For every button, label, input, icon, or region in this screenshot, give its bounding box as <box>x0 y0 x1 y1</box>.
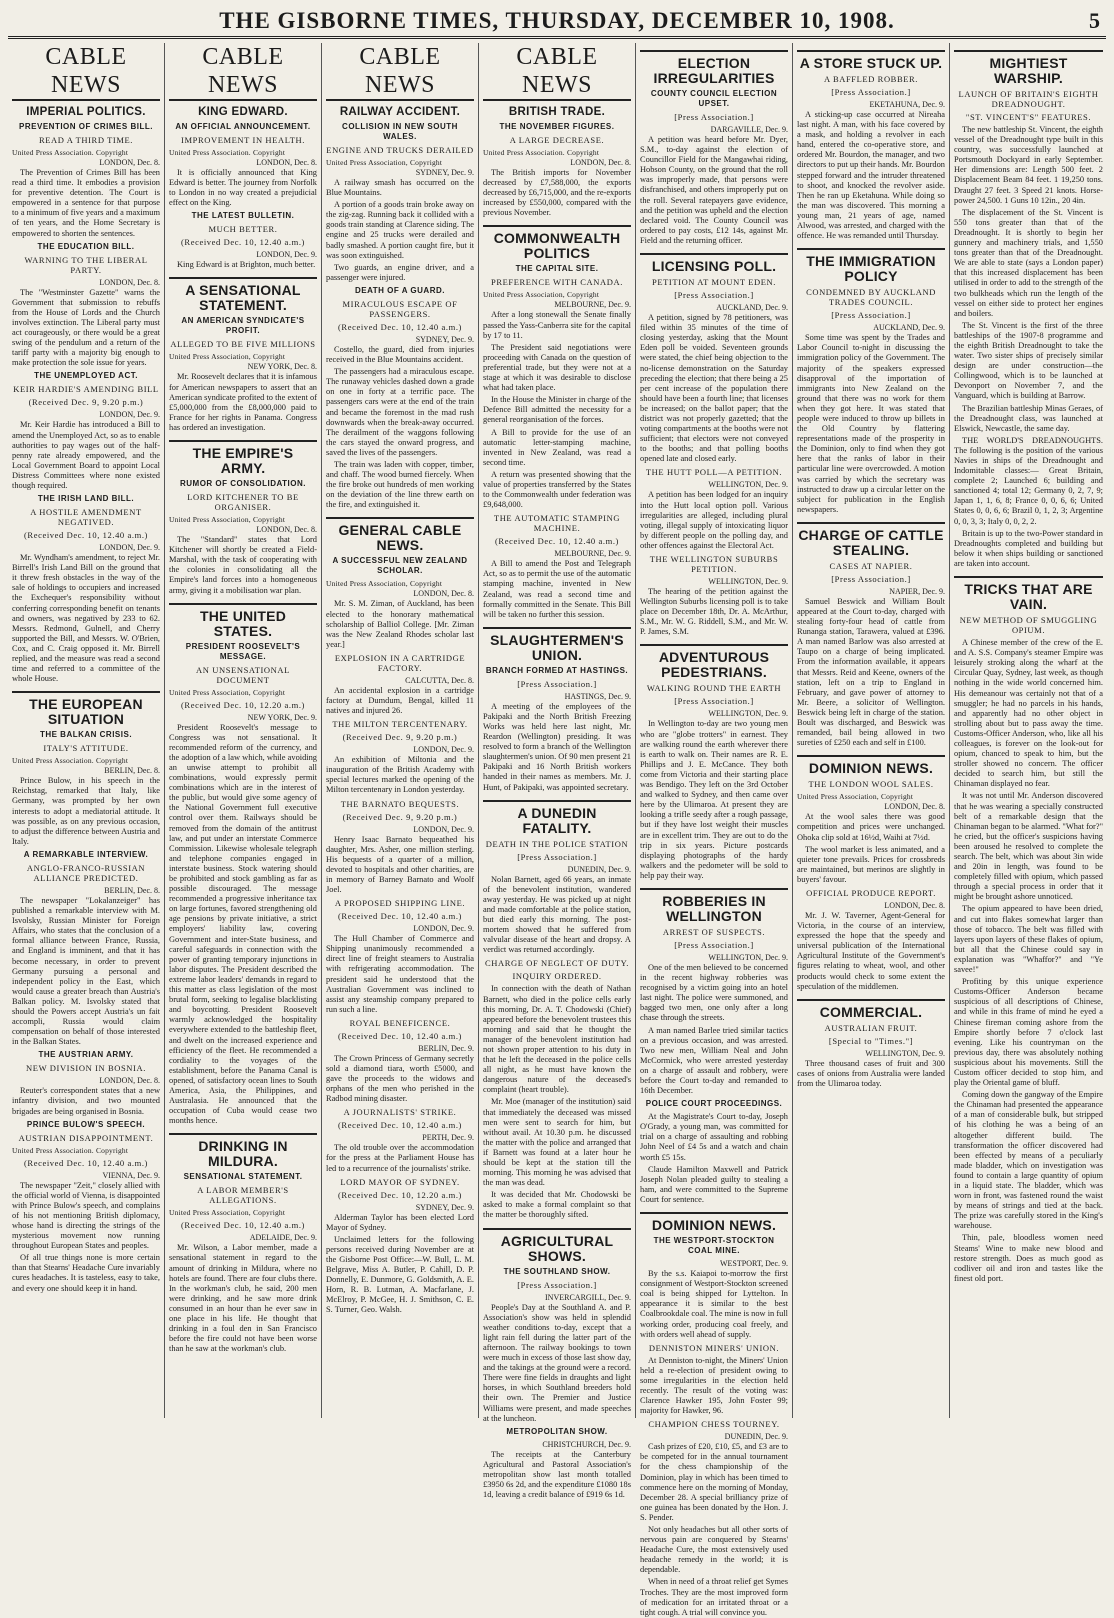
article-subheading: THE IRISH LAND BILL. <box>37 494 135 504</box>
dateline: LONDON, Dec. 8. <box>256 158 317 167</box>
article-deck: [Press Association.] <box>674 696 754 707</box>
article-paragraph: A Bill to amend the Post and Telegraph Act, so as to permit the use of the automatic stamping machine, invented in New Zealand, was read a second time and formally committed in the Senate. This Bill will be taken no further this session. <box>483 559 631 619</box>
article-paragraph: At the Magistrate's Court to-day, Joseph O'Grady, a young man, was committed for trial on a charge of assaulting and robbing John Neel of £4 5s and a watch and chain worth £5 15s. <box>640 1112 788 1162</box>
article-subheading: COLLISION IN NEW SOUTH WALES. <box>342 122 458 141</box>
article-deck: [Press Association.] <box>517 1279 597 1290</box>
article-deck: LAUNCH OF BRITAIN'S EIGHTH DREADNOUGHT. <box>958 89 1099 109</box>
dateline: AUCKLAND, Dec. 9. <box>873 323 945 333</box>
article-deck: IMPROVEMENT IN HEALTH. <box>181 135 305 145</box>
dateline: LONDON, Dec. 8. <box>256 525 317 535</box>
article-deck: (Received Dec. 10, 12.40 a.m.) <box>338 911 462 922</box>
article-deck: A LABOR MEMBER'S ALLEGATIONS. <box>197 1185 289 1206</box>
article-headline: DOMINION NEWS. <box>797 755 945 776</box>
article-headline: DRINKING IN MILDURA. <box>169 1133 317 1169</box>
article-headline: MIGHTIEST WARSHIP. <box>954 50 1103 86</box>
article-headline: A SENSATIONAL STATEMENT. <box>169 277 317 313</box>
article-headline: THE EMPIRE'S ARMY. <box>169 440 317 476</box>
article-paragraph: The displacement of the St. Vincent is 550 tons greater than that of the Dreadnought. It is shortly to begin her gunnery and machinery trials, and 1,550 tons greater than that of the Dreadnought. We are able to state (says a London paper) that this increased displacement has been utilised in order to add to the strength of the two bulkheads which run the length of the vessel on either side to protect her engines and boilers. <box>954 207 1103 318</box>
dateline: MELBOURNE, Dec. 9. <box>554 300 631 310</box>
article-deck: CHAMPION CHESS TOURNEY. <box>648 1419 780 1430</box>
dateline: DUNEDIN, Dec. 9. <box>567 864 631 874</box>
dateline: MELBOURNE, Dec. 9. <box>554 549 631 559</box>
article-paragraph: The old trouble over the accommodation for the press at the Parliament House has led to a recurrence of the journalists' strike. <box>326 1143 474 1173</box>
dateline: SYDNEY, Dec. 9. <box>415 168 474 177</box>
article-deck: MIRACULOUS ESCAPE OF PASSENGERS. <box>342 298 458 319</box>
article-paragraph: In connection with the death of Nathan Barnett, who died in the police cells early this morning, Dr. A. T. Chodowski (Chief) appeared before the benevolent trustees this morning and said that he thought the manager of the benevolent institution had not shown proper attention to his duty in that he left the deceased in the police cells all night, as he must have known the dangerous nature of the deceased's complaint (heart trouble). <box>483 984 631 1095</box>
article-headline: BRITISH TRADE. <box>508 106 606 118</box>
wire-credit: United Press Association, Copyright <box>169 352 286 362</box>
article-paragraph: Britain is up to the two-Power standard in Dreadnoughts completed and building but below it when ships building or sanctioned are taken into account. <box>954 528 1103 568</box>
wire-credit: United Press Association. Copyright <box>12 148 129 157</box>
column-1 <box>8 43 165 1418</box>
article-deck: "ST. VINCENT'S" FEATURES. <box>965 112 1092 122</box>
article-deck: PREFERENCE WITH CANADA. <box>491 277 623 288</box>
article-deck: ARREST OF SUSPECTS. <box>662 926 766 937</box>
dateline: PERTH, Dec. 9. <box>422 1133 474 1143</box>
dateline: HASTINGS, Dec. 9. <box>564 691 631 701</box>
dateline: WELLINGTON, Dec. 9. <box>708 709 788 719</box>
article-deck: A HOSTILE AMENDMENT NEGATIVED. <box>30 507 142 528</box>
dateline: ADELAIDE, Dec. 9. <box>249 1233 317 1243</box>
article-paragraph: The wool market is less animated, and a quieter tone prevails. Prices for crossbreds are maintained, but merinos are slightly in buyers' favour. <box>797 844 945 884</box>
article-headline: COMMERCIAL. <box>797 999 945 1020</box>
masthead <box>8 6 1106 39</box>
article-subheading: RUMOR OF CONSOLIDATION. <box>179 479 306 489</box>
article-paragraph: Claude Hamilton Maxwell and Patrick Joseph Nolan pleaded guilty to stealing a ham, and were committed to the Supreme Court for sentence. <box>640 1164 788 1204</box>
article-paragraph: When in need of a throat relief get Symes Troches. They are the most improved form of medication for an irritated throat or a tight cough. A trial will convince you. <box>640 1577 788 1617</box>
article-paragraph: A man named Barlee tried similar tactics on a previous occasion, and was arrested. Two new men, William Neal and John McCormick, who were arrested yesterday on a charge of assault and robbery, were before the Court to-day and remanded to 16th December. <box>640 1025 788 1096</box>
article-paragraph: The "Standard" states that Lord Kitchener will shortly be created a Field-Marshal, with the task of cooperating with the colonies in consolidating all the Empire's land forces into a homogeneous army, giving it a mobilisation war plan. <box>169 535 317 595</box>
article-deck: A LARGE DECREASE. <box>509 135 605 145</box>
article-deck: THE MILTON TERCENTENARY. <box>332 719 468 730</box>
dateline: DUNEDIN, Dec. 9. <box>724 1432 788 1442</box>
article-subheading: THE EDUCATION BILL. <box>37 241 135 251</box>
column-6 <box>793 43 950 1418</box>
column-2 <box>165 43 322 1418</box>
article-paragraph: An exhibition of Miltonia and the inauguration of the British Academy with special lectures marked the opening of the Milton tercentenary in London yesterday. <box>326 755 474 795</box>
article-deck: READ A THIRD TIME. <box>38 135 134 145</box>
article-paragraph: Unclaimed letters for the following persons received during November are at the Gisborne Post Office:—W. Bull, L. M. Belgrave, Miss A. Butler, P. Cahill, D. P. Donnelly, E. Dunmore, G. Goldsmith, A. E. Horn, R. B. Lutman, A. Macfarlane, J. McElroy, P. McGee, H. J. Smithson, C. E. S. Turner, Geo. Walsh. <box>326 1234 474 1315</box>
dateline: LONDON, Dec. 8. <box>99 277 160 287</box>
wire-credit: United Press Association, Copyright <box>169 687 286 697</box>
article-paragraph: Three thousand cases of fruit and 300 cases of onions from Australia were landed from the Ulimaroa today. <box>797 1058 945 1088</box>
article-paragraph: In Wellington to-day are two young men who are "globe trotters" in earnest. They are walking round the earth wherever there is earth to walk on. Their names are R. E. Phillips and J. E. McCance. They both come from Victoria and their starting place was Bendigo. They left on the 3rd October and walked to Sydney, and then came over here by the Ulimaroa. At present they are looking a trifle seedy after a rough passage, but if they have lost weight their muscles are in excellent trim. They are out to do the trip in six years. Picture postcards displaying photographs of the hardy walkers and the pedometer will be sold to help pay their way. <box>640 719 788 880</box>
column-4 <box>479 43 636 1500</box>
article-headline: LICENSING POLL. <box>640 253 788 274</box>
dateline: WESTPORT, Dec. 9. <box>719 1259 788 1269</box>
article-subheading: PREVENTION OF CRIMES BILL. <box>19 122 153 131</box>
section-banner: CABLE NEWS <box>12 43 160 101</box>
article-deck: ROYAL BENEFICENCE. <box>349 1017 451 1028</box>
article-paragraph: Mr. Roosevelt declares that it is infamous for American newspapers to assert that an American syndicate profited to the extent of £5,000,000 from the £8,000,000 paid to France for her rights in Panama. Congress has ordered an investigation. <box>169 372 317 432</box>
article-paragraph: Mr. Wyndham's amendment, to reject Mr. Birrell's Irish Land Bill on the ground that it threw fresh obstacles in the way of the sale of holdings to occupiers and increased the Exchequer's responsibility without conferring corresponding benefit on tenants and owners, was negatived by 233 to 62. Messrs. Redmond, Gulnell, and Cherry supported the Bill, and Messrs. W. O'Brien, Cox, and C. Craig opposed it. Mr. Birrell replied, and the measure was read a second time and referred to a committee of the whole House. <box>12 553 160 684</box>
article-deck: CONDEMNED BY AUCKLAND TRADES COUNCIL. <box>806 287 936 308</box>
article-headline: ROBBERIES IN WELLINGTON <box>640 888 788 924</box>
article-paragraph: King Edward is at Brighton, much better. <box>177 260 316 270</box>
article-paragraph: In the House the Minister in charge of the Defence Bill admitted the necessity for a general reorganisation of the forces. <box>483 395 631 425</box>
article-paragraph: A petition was heard before Mr. Dyer, S.M., to-day against the election of Councillor Field for the Mangawhai riding, Hobson County, on the ground that the roll was improperly made, that persons were disfranchised, and others improperly put on the roll. Several ratepayers gave evidence, and the petition was upheld and the election declared void. The County Council was ordered to pay costs, £12 14s, against Mr. Field and the returning officer. <box>640 135 788 245</box>
article-paragraph: The Prevention of Crimes Bill has been read a third time. It embodies a provision for preventive detention. The Court is empowered in a sentence for that purpose to a minimum of five years and a maximum of ten years, and the Home Secretary is empowered to shorten the sentences. <box>12 168 160 238</box>
article-deck: [Press Association.] <box>517 678 597 689</box>
article-subheading: THE AUSTRIAN ARMY. <box>38 1050 134 1060</box>
wire-credit: United Press Association, Copyright <box>797 792 914 802</box>
article-subheading: BRANCH FORMED AT HASTINGS. <box>485 665 629 675</box>
article-paragraph: The St. Vincent is the first of the three battleships of the 1907-8 programme and the eighth British Dreadnought to take the water. Two sister ships of precisely similar design are under construction—the Collingwood, which is to be launched at Devonport on November 7, and the Vanguard, which is building at Barrow. <box>954 320 1103 401</box>
article-paragraph: Mr. Moe (manager of the institution) said that immediately the deceased was missed men were sent to search for him, but without avail. At 10.30 p.m. he discussed the matter with the police and arranged that if Barnett was found at a later hour he should be kept at the station till the morning. This morning he was advised that the man was dead. <box>483 1097 631 1188</box>
article-headline: AGRICULTURAL SHOWS. <box>483 1228 631 1264</box>
page-number: 5 <box>1089 8 1100 33</box>
article-deck: ITALY'S ATTITUDE. <box>43 743 129 754</box>
dateline: BERLIN, Dec. 8. <box>104 885 160 895</box>
article-paragraph: Mr. J. W. Taverner, Agent-General for Victoria, in the course of an interview, expressed the hope that the speedy and universal publication of the International Agricultural Institute of the Government's figures relating to wheat, wool, and other products would check to some extent the speculation of the middlemen. <box>797 910 945 991</box>
article-paragraph: At the wool sales there was good competition and prices were unchanged. Ohoka clip sold at 16½d, Waihi at 7½d. <box>797 812 945 842</box>
article-headline: ADVENTUROUS PEDESTRIANS. <box>640 644 788 680</box>
article-deck: (Received Dec. 10, 12.40 a.m.) <box>338 321 462 332</box>
article-paragraph: A railway smash has occurred on the Blue Mountains. <box>326 178 474 198</box>
dateline: DARGAVILLE, Dec. 9. <box>710 125 788 134</box>
article-headline: A DUNEDIN FATALITY. <box>483 800 631 836</box>
article-headline: THE EUROPEAN SITUATION <box>12 691 160 727</box>
article-headline: A STORE STUCK UP. <box>797 50 945 71</box>
article-headline: RAILWAY ACCIDENT. <box>339 106 461 118</box>
article-deck: [Press Association.] <box>831 573 911 584</box>
article-deck: (Received Dec. 10, 12.40 a.m.) <box>24 530 148 541</box>
article-headline: DOMINION NEWS. <box>640 1212 788 1233</box>
dateline: EKETAHUNA, Dec. 9. <box>869 100 945 109</box>
article-paragraph: Costello, the guard, died from injuries received in the Blue Mountains accident. <box>326 344 474 365</box>
article-deck: WARNING TO THE LIBERAL PARTY. <box>24 254 148 275</box>
article-paragraph: The newspaper "Zeit," closely allied with the official world of Vienna, is disappointed with Prince Bulow's speech, and complains of his not mentioning British diplomacy, whose hand is directing the strings of the mysterious movement now running throughout European States and peoples. <box>12 1180 160 1251</box>
dateline: LONDON, Dec. 8. <box>884 900 945 910</box>
wire-credit: United Press Association. Copyright <box>169 148 286 157</box>
section-banner: CABLE NEWS <box>483 43 631 101</box>
article-paragraph: Two guards, an engine driver, and a passenger were injured. <box>326 262 474 282</box>
article-subheading: THE WESTPORT-STOCKTON COAL MINE. <box>653 1236 775 1256</box>
article-deck: [Press Association.] <box>674 112 754 122</box>
article-paragraph: The British imports for November decreased by £7,588,000, the exports decreased by £6,715,000, and the re-exports increased by £550,000, compared with the previous November. <box>483 168 631 218</box>
masthead-title: THE GISBORNE TIMES, THURSDAY, DECEMBER 10, 1908. <box>219 8 895 33</box>
article-deck: (Received Dec. 10, 12.40 a.m.) <box>24 1157 148 1168</box>
article-paragraph: The "Westminster Gazette" warns the Government that submission to rebuffs from the House of Lords and the Church involves extinction. The Liberal party must act courageously, or there would be a great swing of the pendulum and a return of the tariff party with a majority big enough to make protection the sole issue for years. <box>12 287 160 368</box>
dateline: LONDON, Dec. 8. <box>99 1076 160 1086</box>
wire-credit: United Press Association, Copyright <box>326 579 443 589</box>
article-paragraph: Henry Isaac Barnato bequeathed his daughter, Mrs. Asher, one million sterling. His bequests of a quarter of a million, devoted to hospitals and other charities, are in memory of Barney Barnato and Woolf Joel. <box>326 834 474 895</box>
dateline: SYDNEY, Dec. 9. <box>415 334 474 344</box>
article-subheading: COUNTY COUNCIL ELECTION UPSET. <box>650 89 778 108</box>
article-subheading: A REMARKABLE INTERVIEW. <box>23 849 149 859</box>
article-deck: (Received Dec. 10, 12.40 a.m.) <box>495 536 619 547</box>
article-paragraph: The hearing of the petition against the Wellington Suburbs licensing poll is to take place on December 18th, Dr. A. McArthur, S.M., Mr. W. G. Riddell, S.M., and Mr. W. P. James, S.M. <box>640 587 788 637</box>
article-headline: ELECTION IRREGULARITIES <box>640 50 788 86</box>
article-paragraph: Nolan Barnett, aged 66 years, an inmate of the benevolent institution, wandered away yesterday. He was picked up at night and made comfortable at the police station, but died early this morning. The post-mortem showed that he suffered from valvular disease of the heart and dropsy. A verdict was returned accordingly. <box>483 874 631 955</box>
article-deck: DEATH IN THE POLICE STATION <box>485 838 629 849</box>
dateline: LONDON, Dec. 9. <box>99 410 160 420</box>
article-deck: AN UNSENSATIONAL DOCUMENT <box>196 664 290 685</box>
article-paragraph: Coming down the gangway of the Empire the Chinaman had presented the appearance of a man of considerable bulk, but stripped of his clothing he was a being of an altogether different build. The transformation the officer discovered had been effected by means of a peculiarly made bladder, which on investigation was found to contain a large quantity of opium in a liquid state. The bladder, which was worn in front, was fastened round the waist by means of strings and tied at the back. The prize was carefully stored in the King's warehouse. <box>954 1090 1103 1231</box>
article-paragraph: Alderman Taylor has been elected Lord Mayor of Sydney. <box>326 1212 474 1232</box>
article-deck: (Received Dec. 9, 9.20 p.m.) <box>28 397 144 408</box>
dateline: LONDON, Dec. 9. <box>413 924 474 934</box>
article-paragraph: A meeting of the employees of the Pakipaki and the North British Freezing Works was held here last night, Mr. Reardon (Wellington) presiding. It was resolved to form a branch of the Wellington slaughtermen's union. Of 90 men present 21 Pakipaki and 16 North British workers handed in their names as members. Mr. J. Hunt, of Pakipaki, was appointed secretary. <box>483 701 631 792</box>
column-7 <box>950 43 1107 1418</box>
column-5 <box>636 43 793 1617</box>
article-paragraph: An accidental explosion in a cartridge factory at Dumdum, Bengal, killed 11 natives and injured 26. <box>326 685 474 716</box>
article-paragraph: The newspaper "Lokalanzeiger" has published a remarkable interview with M. Isvolsky, Russian Minister for Foreign Affairs, who states that the conclusion of a formal alliance between France, Russia, and England is imminent, and that it has become necessary, in order to prevent Germany pursuing a personal and independent policy in the East, which would cause a greater breach than Austria's Balkan policy. M. Isvolsky stated that should the Powers accept Austria's un fait accompli, Russia would claim compensation on behalf of those interested in the Balkan States. <box>12 895 160 1047</box>
article-paragraph: The opium appeared to have been dried, and cut into flakes somewhat larger than those of tobacco. The belt was filled with layers upon layers of these flakes of opium, but all that the Chinese could say in explanation was "Whaffor?" and "Ye savee!" <box>954 904 1103 975</box>
article-paragraph: The new battleship St. Vincent, the eighth vessel of the Dreadnought type built in this country, was successfully launched at Portsmouth Dockyard in early September. Her dimensions are: Length 500 feet. 2 Displacement Beam 84 feet. 1 19,250 tons. Draught 27 feet. 3 Speed 21 knots. Horse-power 24,500. 1 Guns 10 12in., 20 4in. <box>954 125 1103 205</box>
article-subheading: PRESIDENT ROOSEVELT'S MESSAGE. <box>185 641 301 661</box>
wire-credit: United Press Association. Copyright <box>12 756 129 766</box>
columns <box>8 43 1106 1617</box>
dateline: BERLIN, Dec. 9. <box>418 1043 474 1053</box>
dateline: LONDON, Dec. 8. <box>99 158 160 167</box>
article-deck: [Press Association.] <box>674 290 754 301</box>
article-subheading: POLICE COURT PROCEEDINGS. <box>645 1099 783 1109</box>
article-deck: (Received Dec. 10, 12.20 a.m.) <box>181 699 305 710</box>
article-deck: [Press Association.] <box>674 939 754 950</box>
article-headline: KING EDWARD. <box>198 106 288 118</box>
article-headline: CHARGE OF CATTLE STEALING. <box>797 522 945 558</box>
article-subheading: METROPOLITAN SHOW. <box>506 1426 608 1436</box>
article-deck: AUSTRALIAN FRUIT. <box>824 1022 918 1033</box>
dateline: WELLINGTON, Dec. 9. <box>708 480 788 490</box>
article-deck: THE BARNATO BEQUESTS. <box>340 798 460 809</box>
article-paragraph: Of all true things none is more certain than that Stearns' Headache Cure invariably cures headaches. It is tasteless, easy to take, and every one should keep it in hand. <box>12 1253 160 1293</box>
article-paragraph: Profiting by this unique experience Customs-Officer Anderson became suspicious of all descriptions of Chinese, and while in this frame of mind he eyed a Chinese fireman coming ashore from the Empire shortly before 7 o'clock last evening. Like his countryman on the previous day, there was absolutely nothing suspicious about his movements. Still the Custom officer decided to stop him, and play the Oriental game of bluff. <box>954 977 1103 1088</box>
article-paragraph: It is officially announced that King Edward is better. The journey from Norfolk to London in no way created a prejudicial effect on the King. <box>169 168 317 208</box>
article-deck: INQUIRY ORDERED. <box>512 971 602 982</box>
article-subheading: THE BALKAN CRISIS. <box>39 730 133 740</box>
article-paragraph: One of the men believed to be concerned in the recent highway robberies was recognised by a victim going into an hotel last night. The police were summoned, and bagged two men, one only after a long chase through the streets. <box>640 962 788 1023</box>
article-deck: [Special to "Times."] <box>828 1035 914 1046</box>
article-deck: (Received Dec. 9, 9.20 p.m.) <box>342 811 458 822</box>
article-paragraph: A petition, signed by 78 petitioners, was filed within 35 minutes of the time of closing yesterday, asking that the Mount Eden poll be voided. Seventeen grounds were stated, the chief being objection to the no-license demonstration on the Saturday preceding the election; that there being a 25 per cent increase of the population there should have been a fourth line; that licenses be increased; on the ballot paper; that the district was not properly gazetted; that the voting compartments at the booths were not sufficient; that electors were not conveyed to the booths; and that polling booths opened late and closed early. <box>640 313 788 464</box>
article-deck: PETITION AT MOUNT EDEN. <box>652 277 776 288</box>
article-deck: (Received Dec. 9, 9.20 p.m.) <box>342 732 458 743</box>
article-deck: [Press Association.] <box>831 87 911 97</box>
article-paragraph: A portion of a goods train broke away on the zig-zag. Running back it collided with a goods train standing at Clarence siding. The engine and 25 trucks were derailed and badly smashed. A portion caught fire, but it was soon extinguished. <box>326 200 474 260</box>
dateline: LONDON, Dec. 8. <box>570 158 631 167</box>
dateline: NEW YORK, Dec. 9. <box>247 712 317 722</box>
article-paragraph: Mr. Wilson, a Labor member, made a sensational statement in regard to the amount of drinking in Mildura, where no hotels are found. There are four clubs there. In the workman's club, he said, 200 men were drinking, and he saw more drink consumed in an hour than he ever saw in one place in his life. He thought that drinking in a foul den in San Francisco before the fire could not have been worse than he saw at the workman's club. <box>169 1243 317 1354</box>
article-deck: THE LONDON WOOL SALES. <box>808 779 934 790</box>
article-deck: LORD KITCHENER TO BE ORGANISER. <box>187 492 299 513</box>
article-paragraph: THE WORLD'S DREADNOUGHTS. The following is the position of the various Navies in ships of the Dreadnought and Indomitable classes:— Great Britain, complete 2; Launched 6; building and sanctioned 4; total 12; Germany 0, 2, 7, 9; Japan 1, 1, 6, 8; France 0, 0, 6, 6; United States 0, 0, 6, 6; Brazil 0, 1, 2, 3; Argentine 0, 0, 3, 3; Italy 0, 0, 2, 2. <box>954 435 1103 526</box>
article-deck: THE WELLINGTON SUBURBS PETITION. <box>649 554 779 574</box>
article-paragraph: Thin, pale, bloodless women need Steams' Wine to make new blood and restore strength. Does as much good as codliver oil and iron and tastes like the finest old port. <box>954 1233 1103 1283</box>
article-deck: (Received Dec. 10, 12.20 a.m.) <box>338 1189 462 1200</box>
dateline: NEW YORK, Dec. 8. <box>247 362 317 372</box>
article-paragraph: Cash prizes of £20, £10, £5, and £3 are to be competed for in the annual tournament for the chess championship of the Dominion, play in which has been timed to commence here on the morning of Monday, December 28. A special brilliancy prize of one guinea has been donated by the Hon. J. S. Pender. <box>640 1442 788 1522</box>
dateline: WELLINGTON, Dec. 9. <box>708 577 788 586</box>
article-paragraph: The Brazilian battleship Minas Geraes, of the Dreadnought class, was launched at Elswick, Newcastle, the same day. <box>954 403 1103 433</box>
article-paragraph: Some time was spent by the Trades and Labor Council to-night in discussing the immigration policy of the Government. The majority of the speakers expressed disapproval of the importation of immigrants into New Zealand on the ground that there was no work for them when they got here. It was stated that people were induced to throw up billets in the Old Country by flattering representations made of the prosperity in the Dominion, only to find when they got here that the ranks of labor in their particular line were overcrowded. A motion was carried by which the secretary was instructed to draw up a circular letter on the subject for publication in the English newspapers. <box>797 333 945 514</box>
wire-credit: United Press Association, Copyright <box>326 158 443 167</box>
dateline: WELLINGTON, Dec. 9. <box>865 1048 945 1058</box>
article-paragraph: At Denniston to-night, the Miners' Union held a re-election of president owing to some irregularities in the election held recently. The result of the voting was: Clarence Hawker 195, John Foster 99; majority for Hawker, 96. <box>640 1355 788 1416</box>
article-subheading: A SUCCESSFUL NEW ZEALAND SCHOLAR. <box>332 556 468 576</box>
dateline: LONDON, Dec. 9. <box>413 745 474 755</box>
article-headline: COMMONWEALTH POLITICS <box>483 225 631 261</box>
article-deck: ALLEGED TO BE FIVE MILLIONS <box>170 339 316 350</box>
article-paragraph: Samuel Beswick and William Boult appeared at the Court to-day, charged with stealing forty-four head of cattle from Runanga station, Tarawera, valued at £396. A man named Barlow was also arrested at Taupo on a charge of being implicated. From the information available, it appears that Messrs. Reid and Keene, owners of the station, left on a trip to England in February, and gave power of attorney to Mr. Beere, a solicitor of Wellington. Beswick being left in charge of the station. Boult was discharged, and Beswick was remanded, bail being allowed in two sureties of £250 each and self in £100. <box>797 596 945 748</box>
dateline: LONDON, Dec. 9. <box>99 543 160 553</box>
article-deck: CASES AT NAPIER. <box>829 560 913 571</box>
article-subheading: THE SOUTHLAND SHOW. <box>503 1266 611 1276</box>
dateline: LONDON, Dec. 9. <box>256 250 317 260</box>
article-deck: (Received Dec. 10, 12.40 a.m.) <box>338 1030 462 1041</box>
dateline: CHRISTCHURCH, Dec. 9. <box>542 1439 631 1449</box>
article-paragraph: It was not until Mr. Anderson discovered that he was wearing a specially constructed belt of a remarkable design that the Chinaman began to be alarmed. "What for?" he cried, but the officer's suspicions having been aroused he resolved to complete the search. The belt, which was about 3in wide and 20in in length, was found to be completely filled with opium, which passed through a special process in order that it might be brought ashore unnoticed. <box>954 791 1103 902</box>
article-deck: [Press Association.] <box>517 851 597 862</box>
dateline: LONDON, Dec. 8. <box>884 802 945 812</box>
dateline: NAPIER, Dec. 9. <box>889 586 945 596</box>
section-banner: CABLE NEWS <box>169 43 317 101</box>
article-subheading: THE CAPITAL SITE. <box>515 264 599 274</box>
dateline: WELLINGTON, Dec. 9. <box>708 952 788 962</box>
wire-credit: United Press Association. Copyright <box>483 148 600 157</box>
article-deck: OFFICIAL PRODUCE REPORT. <box>806 887 936 898</box>
article-paragraph: The President said negotiations were proceeding with Canada on the question of preferential trade, but they were not at a stage at which it was desirable to disclose what had taken place. <box>483 342 631 393</box>
article-deck: CHARGE OF NEGLECT OF DUTY. <box>485 958 629 969</box>
article-paragraph: President Roosevelt's message to Congress was not sensational. It recommended reform of the currency, and the adoption of a law which, while avoiding an unwise attempt to prohibit all combinations, would expressly permit combinations which are in the interest of the public, but would give some agency of the National Government full executive control over them. Railways should be removed from the domain of the antitrust law, and put under an interstate Commerce Commission. Likewise wholesale telegraph and telephone companies engaged in interstate business. Stock watering should be prohibited and stock gambling as far as possible discouraged. The message recommended a progressive inheritance tax on large fortunes, favored strengthening old age pensions by private initiative, a strict employers' liability law, covering Government and inter-State business, and careful safeguards in connection with the power of granting temporary injunctions in labor disputes. The President described the extreme labor leaders' demands in regard to this matter as class legislation of the most brutal form, seeking to legalise blacklisting and boycotting. President Roosevelt warmly acknowledged the hospitality everywhere extended to the battleship fleet, and dwelt on the increased experience and efficiency of the fleet. He recommended a cordiality to the voyages of the establishment, before the Panama Canal is opened, of satisfactory ocean lines to South America, Asia, the Philippines, and Australasia. He announced that the occupation of Cuba would cease two months hence. <box>169 722 317 1126</box>
dateline: INVERCARGILL, Dec. 9. <box>545 1292 631 1302</box>
article-deck: MUCH BETTER. <box>208 224 278 235</box>
article-paragraph: It was decided that Mr. Chodowski be asked to make a formal complaint so that the matter be thoroughly sifted. <box>483 1190 631 1220</box>
article-paragraph: People's Day at the Southland A. and P. Association's show was held in splendid weather conditions to-day, except that a light rain fell during the latter part of the afternoon. The railway bookings to town were much in excess of those last show day, and the takings at the ground were a record. There were fine fields in draughts and light horses, in which Southland breeders hold their own. The Premier and Justice Williams were present, and made speeches at the luncheon. <box>483 1302 631 1423</box>
article-deck: A BAFFLED ROBBER. <box>823 74 919 84</box>
article-paragraph: By the s.s. Kaiapoi to-morrow the first consignment of Westport-Stockton screened coal is being shipped for Lyttelton. In appearance it is similar to the best Coalbrookdale coal. The mine is now in full working order, producing coal freely, and with orders well ahead of supply. <box>640 1269 788 1339</box>
article-headline: IMPERIAL POLITICS. <box>26 106 146 118</box>
wire-credit: United Press Association, Copyright <box>483 290 600 300</box>
article-subheading: DEATH OF A GUARD. <box>355 285 445 295</box>
article-paragraph: Prince Bulow, in his speech in the Reichstag, remarked that Italy, like Germany, was prompted by her own interests to adopt a mediatorial attitude. It was possible, as on any previous occasion, to adjust the difference between Austria and Italy. <box>12 776 160 846</box>
article-deck: (Received Dec. 10, 12.40 a.m.) <box>338 1120 462 1131</box>
article-subheading: SENSATIONAL STATEMENT. <box>183 1172 303 1182</box>
article-deck: (Received Dec. 10, 12.40 a.m.) <box>181 1220 305 1231</box>
article-subheading: THE NOVEMBER FIGURES. <box>499 122 615 131</box>
dateline: SYDNEY, Dec. 9. <box>415 1202 474 1212</box>
article-subheading: AN OFFICIAL ANNOUNCEMENT. <box>175 122 311 131</box>
article-paragraph: A return was presented showing that the value of properties transferred by the States to the Commonwealth under federation was £9,648,000. <box>483 469 631 510</box>
article-deck: ENGINE AND TRUCKS DERAILED <box>326 145 474 155</box>
article-headline: SLAUGHTERMEN'S UNION. <box>483 627 631 663</box>
wire-credit: United Press Association, Copyright <box>169 1208 286 1218</box>
section-banner: CABLE NEWS <box>326 43 474 101</box>
article-headline: GENERAL CABLE NEWS. <box>326 517 474 553</box>
article-paragraph: The Hull Chamber of Commerce and Shipping unanimously recommended a direct line of freight steamers to Australia with refrigerating accommodation. The president said he understood that the Australian Government was inclined to assist any steamship company prepared to run such a line. <box>326 934 474 1014</box>
article-paragraph: The receipts at the Canterbury Agricultural and Pastoral Association's metropolitan show last month totalled £3950 6s 2d, and the expenditure £1080 18s 1d, leaving a credit balance of £919 6s 1d. <box>483 1449 631 1500</box>
dateline: BERLIN, Dec. 8. <box>104 766 160 776</box>
article-paragraph: The passengers had a miraculous escape. The runaway vehicles dashed down a grade on one in forty at a terrific pace. The passengers cars were at the end of the train and became the foremost in the mad rush downwards when the break-away occurred. The derailment of the waggons following the cars stayed the onward progress, and saved the lives of the passengers. <box>326 367 474 457</box>
article-headline: THE IMMIGRATION POLICY <box>797 248 945 284</box>
dateline: CALCUTTA, Dec. 8. <box>405 675 474 685</box>
dateline: LONDON, Dec. 8. <box>413 589 474 599</box>
article-subheading: AN AMERICAN SYNDICATE'S PROFIT. <box>181 316 305 336</box>
article-paragraph: A petition has been lodged for an inquiry into the Hutt local option poll. Various irregularities are alleged, including plural voting, illegal supply of intoxicating liquor by different people on the polling day, and other offences against the Electoral Act. <box>640 490 788 550</box>
article-deck: ANGLO-FRANCO-RUSSIAN ALLIANCE PREDICTED. <box>26 862 146 883</box>
article-deck: A PROPOSED SHIPPING LINE. <box>334 898 466 909</box>
article-headline: TRICKS THAT ARE VAIN. <box>954 576 1103 612</box>
article-paragraph: A Bill to provide for the use of an automatic letter-stamping machine, invented in New Zealand, was read a second time. <box>483 427 631 467</box>
article-paragraph: A sticking-up case occurred at Nireaha last night. A man, with his face covered by a mask, and holding a revolver in each hand, entered the co-operative store, and ordered Mr. Bourdon, the manager, and two directors to put up their hands. Mr. Bourdon stepped forward and the intruder threatened to shoot, and knocked the revolver aside. Then he ran up Eketahuna. While doing so the man was discovered. This morning a young man, 21 years of age, named Alwood, was arrested, and charged with the offence. He was remanded until Thursday. <box>797 110 945 241</box>
article-deck: A JOURNALISTS' STRIKE. <box>343 1107 457 1118</box>
wire-credit: United Press Association. Copyright <box>12 1145 129 1155</box>
article-headline: THE UNITED STATES. <box>169 603 317 639</box>
article-deck: EXPLOSION IN A CARTRIDGE FACTORY. <box>334 652 466 673</box>
article-paragraph: Reuter's correspondent states that a new infantry division, and two mounted brigades are being organised in Bosnia. <box>12 1086 160 1116</box>
article-deck: DENNISTON MINERS' UNION. <box>648 1342 780 1353</box>
article-deck: KEIR HARDIE'S AMENDING BILL <box>13 384 159 395</box>
wire-credit: United Press Association, Copyright <box>169 515 286 525</box>
article-deck: LORD MAYOR OF SYDNEY. <box>340 1176 460 1187</box>
article-paragraph: Mr. S. M. Ziman, of Auckland, has been elected to the honorary mathematical scholarship of Balliol College. [Mr. Ziman was the New Zealand Rhodes scholar last year.] <box>326 599 474 649</box>
article-deck: [Press Association.] <box>831 310 911 321</box>
dateline: VIENNA, Dec. 9. <box>102 1170 160 1180</box>
article-deck: AUSTRIAN DISAPPOINTMENT. <box>18 1132 154 1143</box>
column-3 <box>322 43 479 1418</box>
article-paragraph: The Crown Princess of Germany secretly sold a diamond tiara, worth £5000, and gave the proceeds to the widows and orphans of the men who perished in the Radbod mining disaster. <box>326 1053 474 1104</box>
article-deck: THE AUTOMATIC STAMPING MACHINE. <box>493 513 621 534</box>
dateline: AUCKLAND, Dec. 9. <box>716 303 788 313</box>
article-paragraph: A Chinese member of the crew of the E. and A. S.S. Company's steamer Empire was leisurely stroking along the wharf at the Circular Quay, Sydney, last week, as though nothing in the wide world concerned him. His demeanour was certainly not that of a smuggler; he had no parcels in his hands, and apparently had no other object in strolling about but to pass away the time. Customs-Officer Anderson, who, like all his colleagues, is forever on the look-out for opium, chanced to speak to him, but the stroller showed no concern. The officer decided to search him, but still the Chinaman displayed no fear. <box>954 638 1103 789</box>
dateline: LONDON, Dec. 9. <box>413 824 474 834</box>
article-paragraph: The train was laden with copper, timber, and chaff. The wood burned fiercely. When the fire broke out hundreds of men working on the deviation of the line threw earth on the fire, and extinguished it. <box>326 459 474 510</box>
article-deck: (Received Dec. 10, 12.40 a.m.) <box>181 237 305 248</box>
article-deck: WALKING ROUND THE EARTH <box>646 683 782 694</box>
article-paragraph: After a long stonewall the Senate finally passed the Yass-Canberra site for the capital by 17 to 11. <box>483 310 631 340</box>
article-subheading: THE UNEMPLOYED ACT. <box>34 371 138 381</box>
article-paragraph: Not only headaches but all other sorts of nervous pain are conquered by Stearns' Headache Cure, the most extensively used headache remedy in the world; it is dependable. <box>640 1525 788 1575</box>
article-paragraph: Mr. Keir Hardie has introduced a Bill to amend the Unemployed Act, so as to enable authorities to pay wages out of the half-penny rate already empowered, and the Local Government Board to appoint Local Distress Committees where none existed though required. <box>12 420 160 490</box>
article-deck: NEW METHOD OF SMUGGLING OPIUM. <box>959 615 1098 636</box>
article-subheading: THE LATEST BULLETIN. <box>191 211 295 221</box>
article-subheading: PRINCE BULOW'S SPEECH. <box>26 1119 146 1129</box>
article-deck: NEW DIVISION IN BOSNIA. <box>26 1063 146 1074</box>
article-deck: THE HUTT POLL—A PETITION. <box>645 467 783 478</box>
